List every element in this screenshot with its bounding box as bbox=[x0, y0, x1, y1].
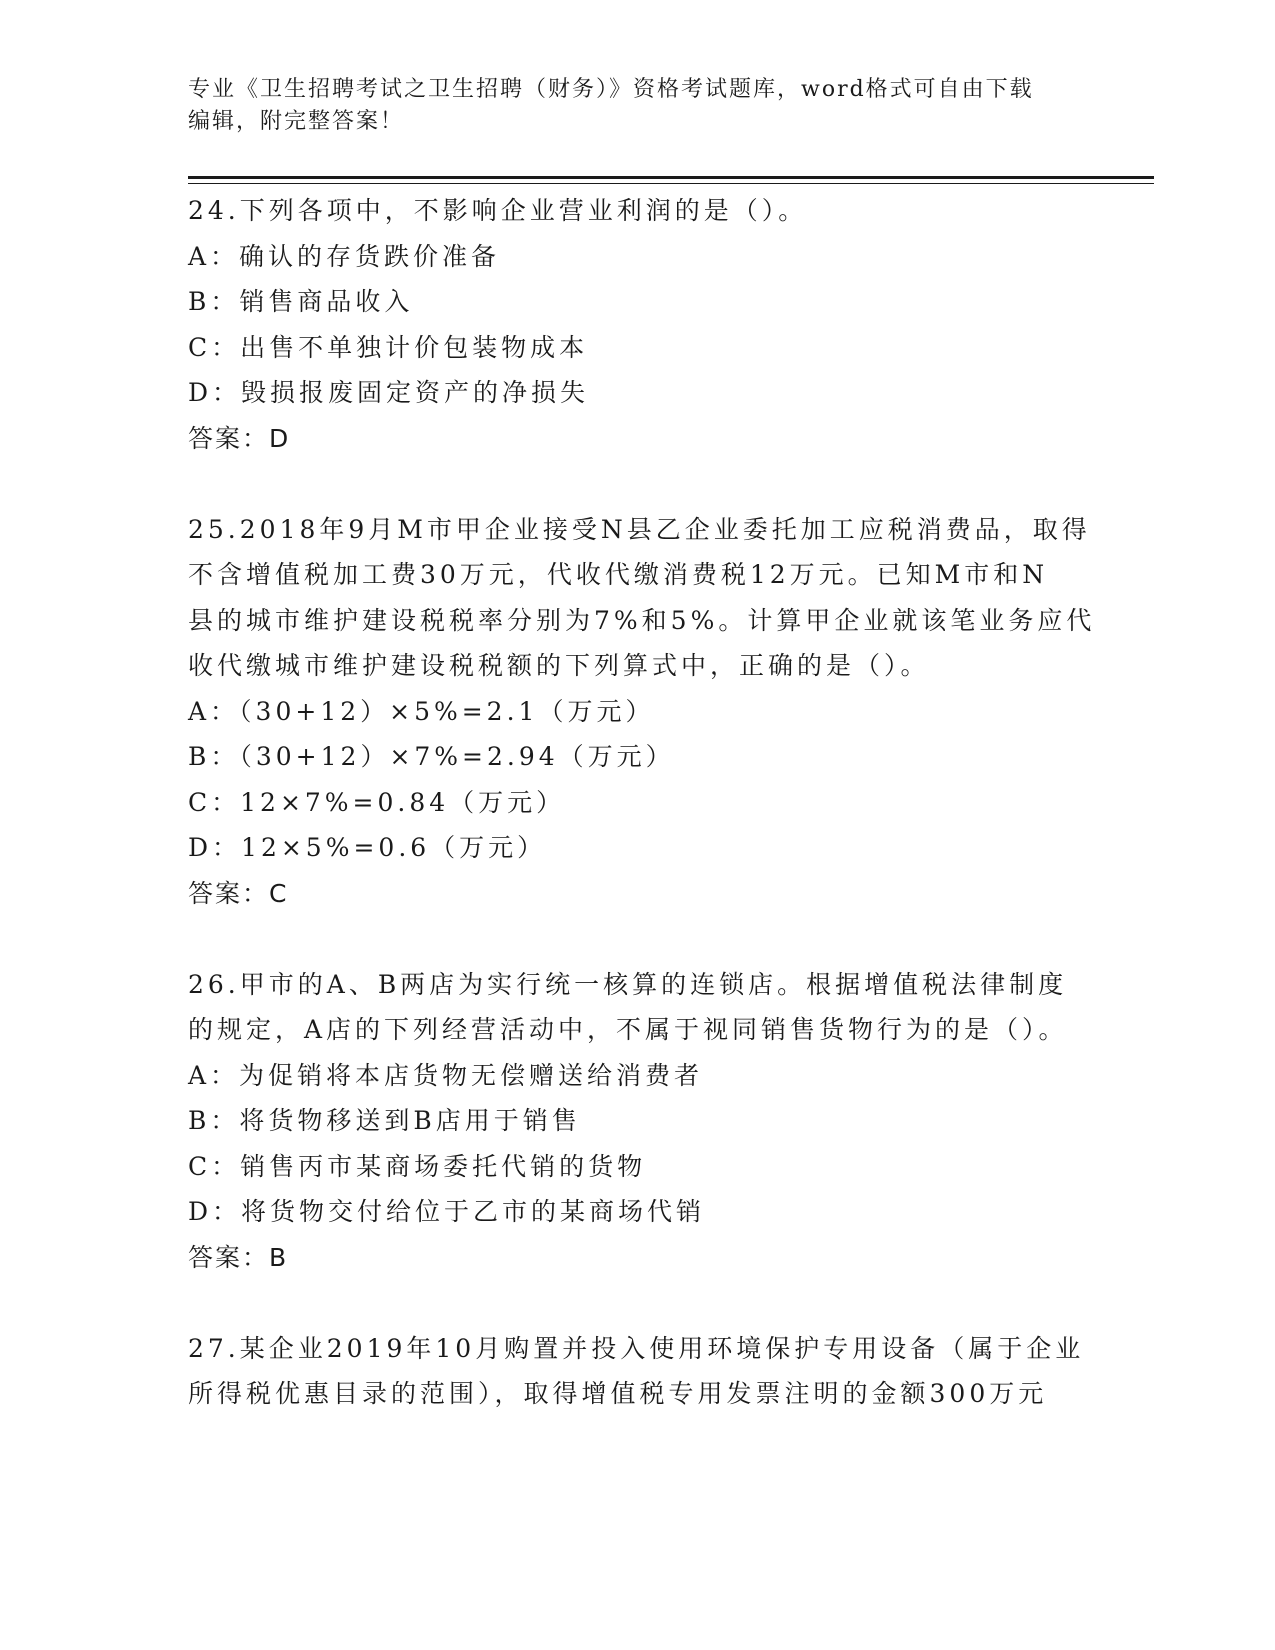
question-25 bbox=[188, 507, 1096, 917]
question-26 bbox=[188, 962, 1088, 1281]
header-divider-thick bbox=[188, 176, 1154, 179]
header-line-1: 专业《卫生招聘考试之卫生招聘（财务）》资格考试题库，word格式可自由下载 bbox=[188, 77, 1034, 102]
answer-line: 答案：B bbox=[188, 1242, 289, 1272]
question-stem-line-1: 25.2018年9月M市甲企业接受N县乙企业委托加工应税消费品，取得 bbox=[188, 514, 1091, 544]
option-a: A：为促销将本店货物无偿赠送给消费者 bbox=[188, 1060, 704, 1090]
option-c: C：出售不单独计价包装物成本 bbox=[188, 332, 589, 362]
question-list bbox=[188, 188, 1096, 1417]
question-stem-line-1: 26.甲市的A、B两店为实行统一核算的连锁店。根据增值税法律制度 bbox=[188, 969, 1068, 999]
option-d: D：12×5%=0.6（万元） bbox=[188, 833, 547, 862]
option-d: D：毁损报废固定资产的净损失 bbox=[188, 378, 590, 407]
question-stem-line-2: 所得税优惠目录的范围），取得增值税专用发票注明的金额300万元 bbox=[188, 1379, 1048, 1408]
answer-line: 答案：C bbox=[188, 878, 289, 908]
question-gap bbox=[188, 461, 1088, 507]
document-header bbox=[188, 74, 1088, 138]
header-divider-thin bbox=[188, 183, 1154, 184]
option-b: B：销售商品收入 bbox=[188, 287, 414, 316]
option-c: C：销售丙市某商场委托代销的货物 bbox=[188, 1151, 647, 1181]
option-b: B：将货物移送到B店用于销售 bbox=[188, 1106, 581, 1135]
header-line-2: 编辑，附完整答案！ bbox=[188, 109, 405, 134]
option-d: D：将货物交付给位于乙市的某商场代销 bbox=[188, 1197, 706, 1226]
question-stem-line-1: 27.某企业2019年10月购置并投入使用环境保护专用设备（属于企业 bbox=[188, 1333, 1085, 1363]
question-stem-line-4: 收代缴城市维护建设税税额的下列算式中，正确的是（）。 bbox=[188, 651, 930, 680]
option-a: A：（30+12）×5%=2.1（万元） bbox=[188, 696, 655, 726]
question-27 bbox=[188, 1326, 1088, 1417]
question-24 bbox=[188, 188, 1088, 461]
option-a: A：确认的存货跌价准备 bbox=[188, 241, 501, 271]
option-b: B：（30+12）×7%=2.94（万元） bbox=[188, 742, 675, 771]
question-stem-line-2: 不含增值税加工费30万元，代收代缴消费税12万元。已知M市和N bbox=[188, 560, 1049, 589]
question-gap bbox=[188, 916, 1088, 962]
answer-line: 答案：D bbox=[188, 423, 291, 453]
question-stem-line-3: 县的城市维护建设税税率分别为7%和5%。计算甲企业就该笔业务应代 bbox=[188, 605, 1096, 635]
question-gap bbox=[188, 1280, 1088, 1326]
question-stem: 24.下列各项中，不影响企业营业利润的是（）。 bbox=[188, 196, 808, 225]
option-c: C：12×7%=0.84（万元） bbox=[188, 787, 566, 817]
question-stem-line-2: 的规定，A店的下列经营活动中，不属于视同销售货物行为的是（）。 bbox=[188, 1015, 1068, 1044]
